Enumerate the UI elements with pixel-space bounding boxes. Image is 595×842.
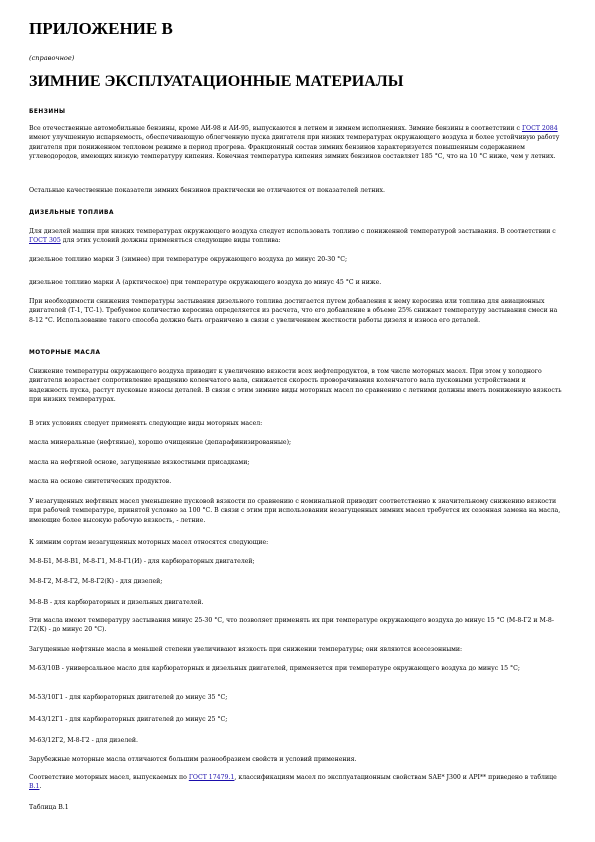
paragraph-oils-15: М-43/12Г1 - для карбюраторных двигателей до минус 25 °С; xyxy=(29,716,228,723)
paragraph-diesel-2: дизельное топливо марки З (зимнее) при температуре окружающего воздуха до минус 20-30 °С; xyxy=(29,256,348,263)
paragraph-oils-2: В этих условиях следует применять следующие виды моторных масел: xyxy=(29,420,263,427)
page-title: ПРИЛОЖЕНИЕ В xyxy=(29,19,173,38)
paragraph-text: , классификациям масел по эксплуатационным свойствам SAE* J300 и API** приведено в таблице xyxy=(234,774,557,781)
gost-305-link[interactable]: ГОСТ 305 xyxy=(29,237,61,245)
annex-note: (справочное) xyxy=(29,54,75,62)
paragraph-diesel-3: дизельное топливо марки А (арктическое) при температуре окружающего воздуха до минус 45 °С и ниже. xyxy=(29,279,382,286)
paragraph-oils-17: Зарубежные моторные масла отличаются большим разнообразием свойств и условий применения. xyxy=(29,756,357,763)
paragraph-text: Все отечественные автомобильные бензины, кроме АИ-98 и АИ-95, выпускаются в летнем и зимнем исполнениях. Зимние бензины в соответствии с xyxy=(29,125,522,132)
paragraph-text: для этих условий должны применяться следующие виды топлива: xyxy=(60,237,281,245)
section-heading-diesel: ДИЗЕЛЬНЫЕ ТОПЛИВА xyxy=(29,210,114,216)
paragraph-oils-9: М-8-Г2, М-8-Г2, М-8-Г2(К) - для дизелей; xyxy=(29,578,163,585)
paragraph-oils-1: Снижение температуры окружающего воздуха приводит к увеличению вязкости всех нефтепродуктов, в том числе моторных масел. При этом у холодного двигателя возрастает сопротивление вращению коленчатого вала, снижается скорость проворачивания коленчатого вала пусковыми устройствами и надежность пуска, растут пусковые износы деталей. В связи с этим зимние виды моторных масел по сравнению с летними должны иметь пониженную вязкость при низких температурах. xyxy=(29,368,562,404)
paragraph-oils-10: М-8-В - для карбюраторных и дизельных двигателей. xyxy=(29,599,204,606)
paragraph-benziny-2: Остальные качественные показатели зимних бензинов практически не отличаются от показателей летних. xyxy=(29,187,385,194)
paragraph-oils-16: М-63/12Г2, М-8-Г2 - для дизелей. xyxy=(29,737,139,744)
paragraph-oils-7: К зимним сортам незагущенных моторных масел относятся следующие: xyxy=(29,539,269,546)
paragraph-oils-11: Эти масла имеют температуру застывания минус 25-30 °С, что позволяет применять их при температуре окружающего воздуха до минус 15 °С (М-8-Г2 и М-8-Г2(К) - до минус 20 °С). xyxy=(29,617,554,634)
paragraph-oils-3: масла минеральные (нефтяные), хорошо очищенные (депарафинизированные); xyxy=(29,439,292,446)
paragraph-oils-6: У незагущенных нефтяных масел уменьшение пусковой вязкости по сравнению с номинальной приводит соответственно к значительному снижению вязкости при рабочей температуре, принятой условно за 100 °С. В связи с этим при использовании незагущенных зимних масел требуется их сезонная замена на масла, имеющие более высокую рабочую вязкость, - летние. xyxy=(29,498,561,524)
paragraph-text: имеют улучшенную испаряемость, обеспечивающую облегченную пуска двигателя при низких температурах окружающего воздуха и более устойчивую работу двигателя при пониженном тепловом режиме в период прогрева. Фракционный состав зимних бензинов характеризуется повышенным содержанием углеводородов, имеющих низкую температуру кипения. Конечная температура кипения зимних бензинов составляет 185 °С, что на 10 °С ниже, чем у летних. xyxy=(29,134,560,161)
annex-heading: ЗИМНИЕ ЭКСПЛУАТАЦИОННЫЕ МАТЕРИАЛЫ xyxy=(29,73,404,90)
paragraph-benziny-1 xyxy=(29,124,565,162)
section-heading-oils: МОТОРНЫЕ МАСЛА xyxy=(29,350,101,356)
table-b1-link[interactable]: В.1 xyxy=(29,783,40,791)
table-caption: Таблица В.1 xyxy=(29,804,69,811)
paragraph-diesel-1 xyxy=(29,227,565,246)
section-heading-benziny: БЕНЗИНЫ xyxy=(29,109,66,115)
paragraph-text: Для дизелей машин при низких температурах окружающего воздуха следует использовать топливо с пониженной температурой застывания. В соответствии с xyxy=(29,228,556,235)
paragraph-oils-4: масла на нефтяной основе, загущенные вязкостными присадками; xyxy=(29,459,250,466)
gost-17479-link[interactable]: ГОСТ 17479.1 xyxy=(188,774,235,781)
paragraph-text: . xyxy=(39,783,42,791)
paragraph-text: Соответствие моторных масел, выпускаемых по xyxy=(29,774,189,781)
paragraph-oils-5: масла на основе синтетических продуктов. xyxy=(29,478,172,485)
paragraph-oils-12: Загущенные нефтяные масла в меньшей степени увеличивают вязкость при снижении температуры; они являются всесезонными: xyxy=(29,646,463,653)
paragraph-oils-13: М-63/10В - универсальное масло для карбюраторных и дизельных двигателей, применяется при температуре окружающего воздуха до минус 15 °С; xyxy=(29,665,520,672)
paragraph-oils-8: М-8-Б1, М-8-В1, М-8-Г1, М-8-Г1(И) - для карбюраторных двигателей; xyxy=(29,558,255,565)
paragraph-oils-14: М-53/10Г1 - для карбюраторных двигателей до минус 35 °С; xyxy=(29,694,228,701)
gost-2084-link[interactable]: ГОСТ 2084 xyxy=(521,125,558,132)
paragraph-diesel-4: При необходимости снижения температуры застывания дизельного топлива достигается путем добавления к нему керосина или топлива для авиационных двигателей (Т-1, ТС-1). Требуемое количество керосина определяется из расчета, что его добавление в объеме 25% снижает температуру застывания смеси на 8-12 °С. Использование такого способа должно быть ограничено в связи с увеличением жесткости работы дизеля и износа его деталей. xyxy=(29,298,558,324)
paragraph-oils-18 xyxy=(29,773,565,792)
